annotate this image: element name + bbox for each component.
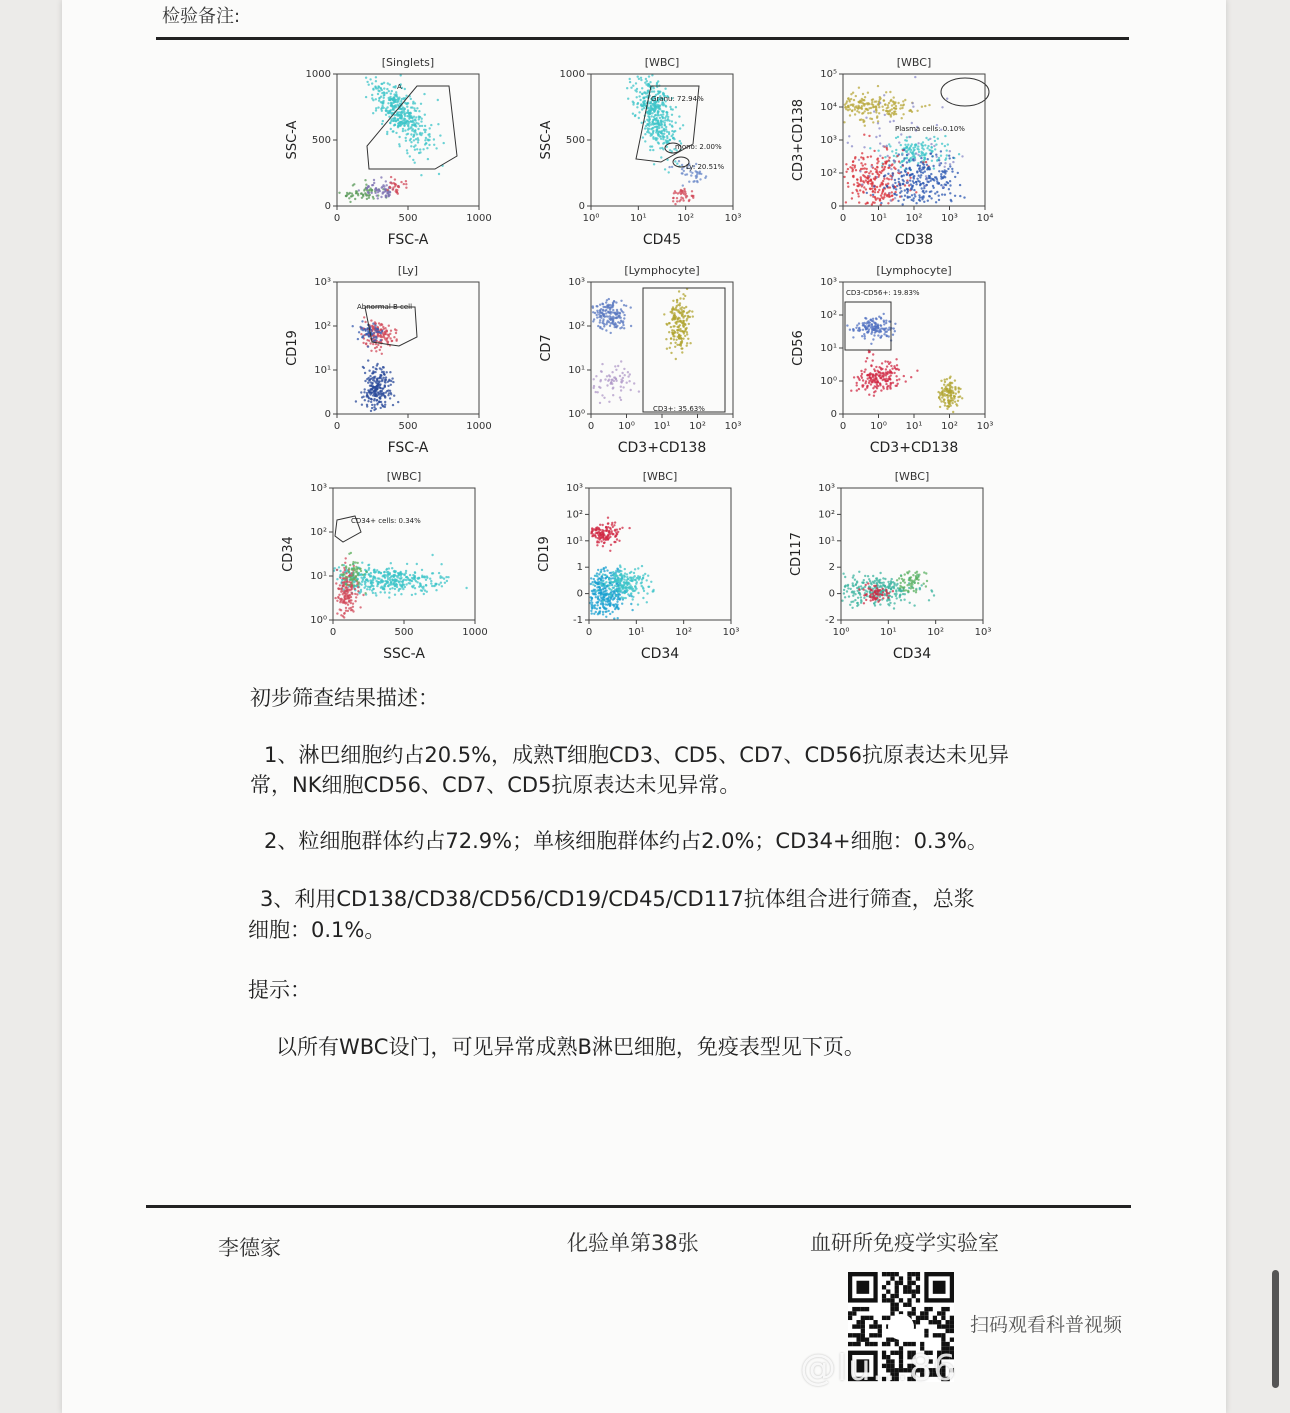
y-tick-label: 10² (310, 527, 327, 538)
plot-lymphocyte-cd3-cd56 (788, 262, 994, 462)
gate-label: Abnormal B cell (357, 303, 413, 311)
y-tick-label: 500 (311, 135, 331, 146)
x-axis-label: CD34 (640, 646, 680, 662)
result-item-3-line-2: 细胞：0.1%。 (248, 918, 386, 942)
plot-lymphocyte-cd3-cd7 (536, 262, 742, 462)
x-tick-label: 10¹ (870, 213, 887, 224)
y-tick-label: 0 (324, 409, 331, 420)
y-tick-label: 10³ (568, 277, 585, 288)
x-tick-label: 10² (677, 213, 695, 224)
x-tick-label: 10² (905, 213, 923, 224)
x-tick-label: 0 (587, 421, 595, 432)
x-tick-label: 0 (333, 213, 341, 224)
y-tick-label: 10⁰ (820, 376, 837, 387)
y-tick-label: 10¹ (818, 535, 835, 547)
y-tick-label: 10² (820, 168, 837, 179)
x-axis-label: CD3+CD138 (869, 440, 959, 456)
x-axis-label: FSC-A (387, 440, 429, 456)
bottom-divider (146, 1205, 1131, 1208)
plot-title: [Ly] (397, 264, 419, 277)
y-tick-label: 10³ (314, 277, 331, 288)
y-tick-label: 10⁰ (310, 615, 327, 626)
y-tick-label: 10² (566, 509, 583, 521)
gate-label: CD34+ cells: 0.34% (351, 517, 421, 525)
plot-title: [WBC] (894, 470, 930, 483)
plot-title: [WBC] (896, 56, 932, 69)
y-axis-label: SSC-A (539, 120, 554, 160)
gate-label: CD3+: 35.63% (653, 405, 705, 413)
y-axis-label: CD3+CD138 (791, 98, 806, 182)
x-axis-label: CD45 (642, 232, 682, 248)
y-tick-label: -1 (573, 615, 583, 626)
y-tick-label: 2 (828, 562, 835, 574)
qr-caption: 扫码观看科普视频 (970, 1314, 1123, 1336)
signer-name: 李德家 (218, 1236, 281, 1260)
watermark: @lu...86 (800, 1348, 957, 1389)
gate-label: Ly: 20.51% (686, 163, 725, 171)
top-divider (156, 37, 1129, 40)
plot-ly-fsc-cd19 (282, 262, 492, 462)
x-tick-label: 1000 (466, 421, 492, 432)
x-tick-label: 10² (927, 627, 945, 638)
x-tick-label: 10² (675, 627, 693, 638)
y-tick-label: 10² (820, 310, 837, 321)
x-tick-label: 1000 (466, 213, 492, 224)
x-tick-label: 500 (394, 627, 414, 638)
y-tick-label: 0 (830, 201, 837, 212)
x-axis-label: FSC-A (387, 232, 429, 248)
x-tick-label: 10⁰ (582, 213, 600, 224)
x-tick-label: 0 (333, 421, 341, 432)
y-tick-label: 10⁴ (820, 102, 837, 113)
x-tick-label: 10¹ (627, 627, 645, 638)
y-tick-label: 0 (830, 409, 837, 420)
result-item-2: 2、粒细胞群体约占72.9%；单核细胞群体约占2.0%；CD34+细胞：0.3%。 (264, 829, 988, 853)
sheet-number: 化验单第38张 (567, 1231, 699, 1255)
x-tick-label: 1000 (462, 627, 488, 638)
plot-title: [Lymphocyte] (624, 264, 700, 277)
remark-label: 检验备注: (162, 6, 241, 27)
x-tick-label: 10² (941, 421, 958, 432)
plot-title: [WBC] (386, 470, 422, 483)
y-tick-label: 500 (565, 135, 585, 146)
y-axis-label: CD56 (791, 330, 806, 366)
x-tick-label: 10⁰ (870, 421, 887, 432)
y-axis-label: CD7 (539, 334, 554, 362)
y-tick-label: 10¹ (568, 365, 585, 376)
y-tick-label: 0 (324, 201, 331, 212)
y-tick-label: -2 (825, 615, 835, 626)
x-tick-label: 0 (585, 627, 593, 638)
x-axis-label: CD3+CD138 (617, 440, 707, 456)
scrollbar[interactable] (1272, 1270, 1279, 1388)
x-tick-label: 10⁴ (976, 213, 994, 224)
y-tick-label: 10³ (310, 483, 327, 494)
y-tick-label: 10³ (818, 483, 835, 494)
hint-label: 提示： (248, 978, 311, 1002)
plot-title: [WBC] (642, 470, 678, 483)
y-axis-label: SSC-A (285, 120, 300, 160)
x-tick-label: 10³ (722, 627, 740, 638)
x-tick-label: 10⁰ (618, 421, 635, 432)
y-tick-label: 0 (576, 588, 583, 600)
y-axis-label: CD19 (285, 330, 300, 366)
plot-title: [Lymphocyte] (876, 264, 952, 277)
y-tick-label: 10⁵ (820, 69, 837, 80)
x-tick-label: 10³ (724, 421, 742, 432)
x-tick-label: 10³ (974, 627, 992, 638)
x-axis-label: SSC-A (383, 646, 425, 662)
y-tick-label: 1000 (559, 69, 585, 80)
y-tick-label: 10¹ (314, 365, 331, 376)
result-item-1-line-2: 常，NK细胞CD56、CD7、CD5抗原表达未见异常。 (250, 773, 741, 797)
plot-title: [Singlets] (381, 56, 435, 69)
y-tick-label: 10² (818, 509, 835, 521)
x-tick-label: 500 (398, 421, 418, 432)
result-item-3-line-1: 3、利用CD138/CD38/CD56/CD19/CD45/CD117抗体组合进行筛查，总浆 (260, 887, 975, 911)
y-tick-label: 0 (578, 201, 585, 212)
plot-wbc-cd34-cd117 (786, 468, 992, 668)
plot-title: [WBC] (644, 56, 680, 69)
y-axis-label: CD117 (789, 532, 804, 576)
y-tick-label: 1000 (305, 69, 331, 80)
y-tick-label: 10² (568, 321, 585, 332)
y-tick-label: 10² (314, 321, 331, 332)
x-tick-label: 10³ (941, 213, 958, 224)
plot-wbc-cd45-ssc (536, 54, 742, 254)
y-tick-label: 10¹ (820, 343, 837, 354)
gate-label: mono: 2.00% (675, 143, 722, 151)
y-tick-label: 10¹ (566, 535, 583, 547)
x-axis-label: CD34 (892, 646, 932, 662)
lab-name: 血研所免疫学实验室 (810, 1231, 999, 1255)
y-tick-label: 10¹ (310, 571, 327, 582)
plot-wbc-ssc-cd34 (278, 468, 488, 668)
y-tick-label: 0 (828, 588, 835, 600)
y-tick-label: 10⁰ (568, 409, 585, 420)
x-tick-label: 10¹ (653, 421, 671, 432)
plot-wbc-cd38-cd3cd138 (788, 54, 994, 254)
x-tick-label: 0 (839, 421, 847, 432)
y-axis-label: CD34 (281, 536, 296, 572)
x-tick-label: 0 (329, 627, 337, 638)
x-tick-label: 10³ (724, 213, 742, 224)
y-tick-label: 10³ (566, 483, 583, 494)
x-tick-label: 0 (839, 213, 847, 224)
gate-label: A (397, 83, 402, 91)
gate-label: Granu: 72.94% (651, 95, 704, 103)
y-tick-label: 1 (576, 562, 583, 574)
plot-singlets-fsc-ssc (282, 54, 492, 254)
y-tick-label: 10³ (820, 277, 837, 288)
hint-text: 以所有WBC设门，可见异常成熟B淋巴细胞，免疫表型见下页。 (276, 1035, 865, 1059)
x-tick-label: 10⁰ (832, 627, 850, 638)
x-tick-label: 10³ (976, 421, 994, 432)
gate-label: Plasma cells: 0.10% (895, 125, 965, 133)
plot-wbc-cd34-cd19 (534, 468, 740, 668)
x-tick-label: 10¹ (905, 421, 923, 432)
y-axis-label: CD19 (537, 536, 552, 572)
y-tick-label: 10³ (820, 135, 837, 146)
x-tick-label: 10¹ (879, 627, 897, 638)
x-tick-label: 10¹ (629, 213, 647, 224)
result-item-1-line-1: 1、淋巴细胞约占20.5%，成熟T细胞CD3、CD5、CD7、CD56抗原表达未见异 (264, 743, 1010, 767)
x-tick-label: 10² (689, 421, 706, 432)
result-heading: 初步筛查结果描述： (250, 686, 439, 710)
x-tick-label: 500 (398, 213, 418, 224)
x-axis-label: CD38 (894, 232, 934, 248)
gate-label: CD3-CD56+: 19.83% (846, 289, 920, 297)
